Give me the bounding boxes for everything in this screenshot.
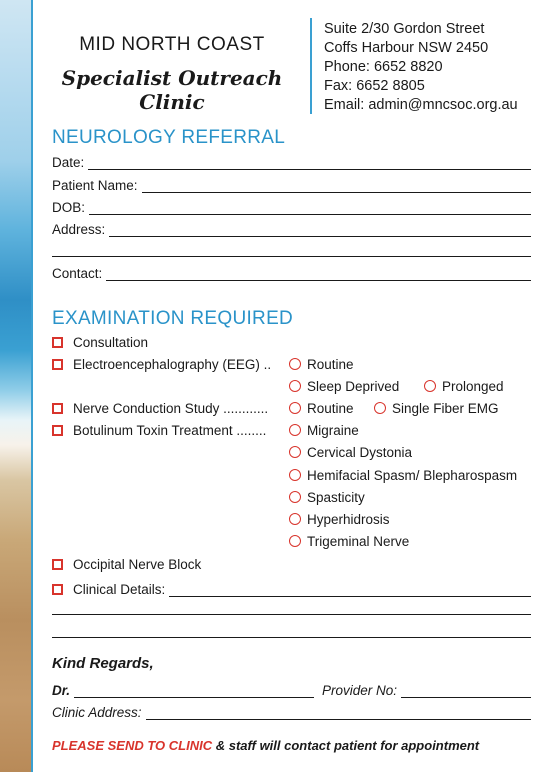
ncs-label: Nerve Conduction Study ............	[73, 400, 269, 416]
occipital-checkbox[interactable]	[52, 559, 63, 570]
dob-label: DOB:	[52, 200, 86, 215]
header-divider	[310, 18, 312, 114]
provider-field[interactable]	[322, 678, 531, 698]
eeg-prolonged-label: Prolonged	[442, 378, 504, 394]
botox-migraine-radio[interactable]	[289, 424, 301, 436]
clinical-details-label: Clinical Details:	[73, 582, 166, 597]
botox-migraine-option[interactable]	[289, 421, 359, 439]
dob-field[interactable]	[52, 195, 531, 215]
botox-cervical-label: Cervical Dystonia	[307, 444, 413, 460]
occipital-label: Occipital Nerve Block	[73, 556, 202, 572]
provider-line[interactable]	[401, 684, 531, 698]
botox-spasticity-option[interactable]	[289, 488, 365, 506]
occipital-option[interactable]	[52, 555, 201, 573]
eeg-routine-option[interactable]	[289, 355, 354, 373]
eeg-routine-label: Routine	[307, 356, 354, 372]
eeg-prolonged-radio[interactable]	[424, 380, 436, 392]
patient-name-field[interactable]	[52, 173, 531, 193]
ncs-checkbox[interactable]	[52, 403, 63, 414]
address-line[interactable]	[109, 223, 531, 237]
eeg-sleep-option[interactable]	[289, 377, 399, 395]
footer-instructions	[52, 738, 479, 753]
address-label: Address:	[52, 222, 106, 237]
contact-field[interactable]	[52, 261, 531, 281]
consultation-checkbox[interactable]	[52, 337, 63, 348]
kind-regards: Kind Regards,	[52, 655, 154, 672]
eeg-sleep-radio[interactable]	[289, 380, 301, 392]
botox-spasticity-radio[interactable]	[289, 491, 301, 503]
address-field[interactable]	[52, 217, 531, 237]
email-line: Email: admin@mncsoc.org.au	[324, 97, 518, 113]
ncs-routine-option[interactable]	[289, 399, 354, 417]
botox-hemifacial-label: Hemifacial Spasm/ Blepharospasm	[307, 467, 518, 483]
eeg-routine-radio[interactable]	[289, 358, 301, 370]
clinic-contact-details	[324, 20, 518, 115]
fax-line: Fax: 6652 8805	[324, 78, 425, 94]
botox-label: Botulinum Toxin Treatment ........	[73, 422, 267, 438]
doctor-label: Dr.	[52, 683, 71, 698]
date-line[interactable]	[88, 156, 531, 170]
botox-hemifacial-option[interactable]	[289, 466, 517, 484]
ncs-option[interactable]	[52, 399, 268, 417]
eeg-prolonged-option[interactable]	[424, 377, 504, 395]
clinic-address-label: Clinic Address:	[52, 705, 142, 720]
eeg-sleep-label: Sleep Deprived	[307, 378, 400, 394]
dob-line[interactable]	[89, 201, 531, 215]
org-name: MID NORTH COAST	[79, 34, 265, 55]
botox-trigeminal-radio[interactable]	[289, 535, 301, 547]
clinical-details-checkbox[interactable]	[52, 584, 63, 595]
clinical-details-line-2[interactable]	[52, 614, 531, 615]
clinic-address-line[interactable]	[146, 706, 531, 720]
clinical-details-field[interactable]	[52, 577, 531, 597]
contact-line[interactable]	[106, 267, 531, 281]
eeg-label: Electroencephalography (EEG) ..	[73, 356, 272, 372]
date-label: Date:	[52, 155, 85, 170]
ncs-single-fiber-radio[interactable]	[374, 402, 386, 414]
doctor-line[interactable]	[74, 684, 314, 698]
address-line-1: Suite 2/30 Gordon Street	[324, 21, 485, 37]
eeg-option[interactable]	[52, 355, 271, 373]
address-line-2: Coffs Harbour NSW 2450	[324, 40, 489, 56]
exam-title: EXAMINATION REQUIRED	[52, 308, 294, 329]
ncs-single-fiber-option[interactable]	[374, 399, 499, 417]
doctor-field[interactable]	[52, 678, 314, 698]
phone-line: Phone: 6652 8820	[324, 59, 443, 75]
botox-trigeminal-option[interactable]	[289, 532, 409, 550]
patient-name-line[interactable]	[142, 179, 531, 193]
date-field[interactable]	[52, 150, 531, 170]
patient-name-label: Patient Name:	[52, 178, 138, 193]
botox-spasticity-label: Spasticity	[307, 489, 365, 505]
footer-send-to-clinic: PLEASE SEND TO CLINIC	[52, 738, 213, 753]
ncs-single-fiber-label: Single Fiber EMG	[392, 400, 499, 416]
ncs-routine-radio[interactable]	[289, 402, 301, 414]
org-script-name: Specialist Outreach Clinic	[61, 66, 283, 114]
provider-label: Provider No:	[322, 683, 398, 698]
clinical-details-line-3[interactable]	[52, 637, 531, 638]
footer-staff-contact: & staff will contact patient for appointment	[215, 738, 480, 753]
botox-cervical-radio[interactable]	[289, 446, 301, 458]
botox-checkbox[interactable]	[52, 425, 63, 436]
botox-hemifacial-radio[interactable]	[289, 469, 301, 481]
botox-hyperhidrosis-label: Hyperhidrosis	[307, 511, 390, 527]
botox-migraine-label: Migraine	[307, 422, 359, 438]
ncs-routine-label: Routine	[307, 400, 354, 416]
botox-hyperhidrosis-radio[interactable]	[289, 513, 301, 525]
contact-label: Contact:	[52, 266, 103, 281]
address-continuation-line[interactable]	[52, 256, 531, 257]
consultation-option[interactable]	[52, 333, 148, 351]
clinic-logo	[52, 34, 292, 114]
botox-trigeminal-label: Trigeminal Nerve	[307, 533, 410, 549]
botox-option[interactable]	[52, 421, 266, 439]
botox-cervical-option[interactable]	[289, 443, 412, 461]
eeg-checkbox[interactable]	[52, 359, 63, 370]
botox-hyperhidrosis-option[interactable]	[289, 510, 390, 528]
clinic-address-field[interactable]	[52, 700, 531, 720]
consultation-label: Consultation	[73, 334, 149, 350]
clinical-details-line[interactable]	[169, 583, 531, 597]
referral-title: NEUROLOGY REFERRAL	[52, 127, 286, 148]
beach-photo-strip	[0, 0, 33, 772]
